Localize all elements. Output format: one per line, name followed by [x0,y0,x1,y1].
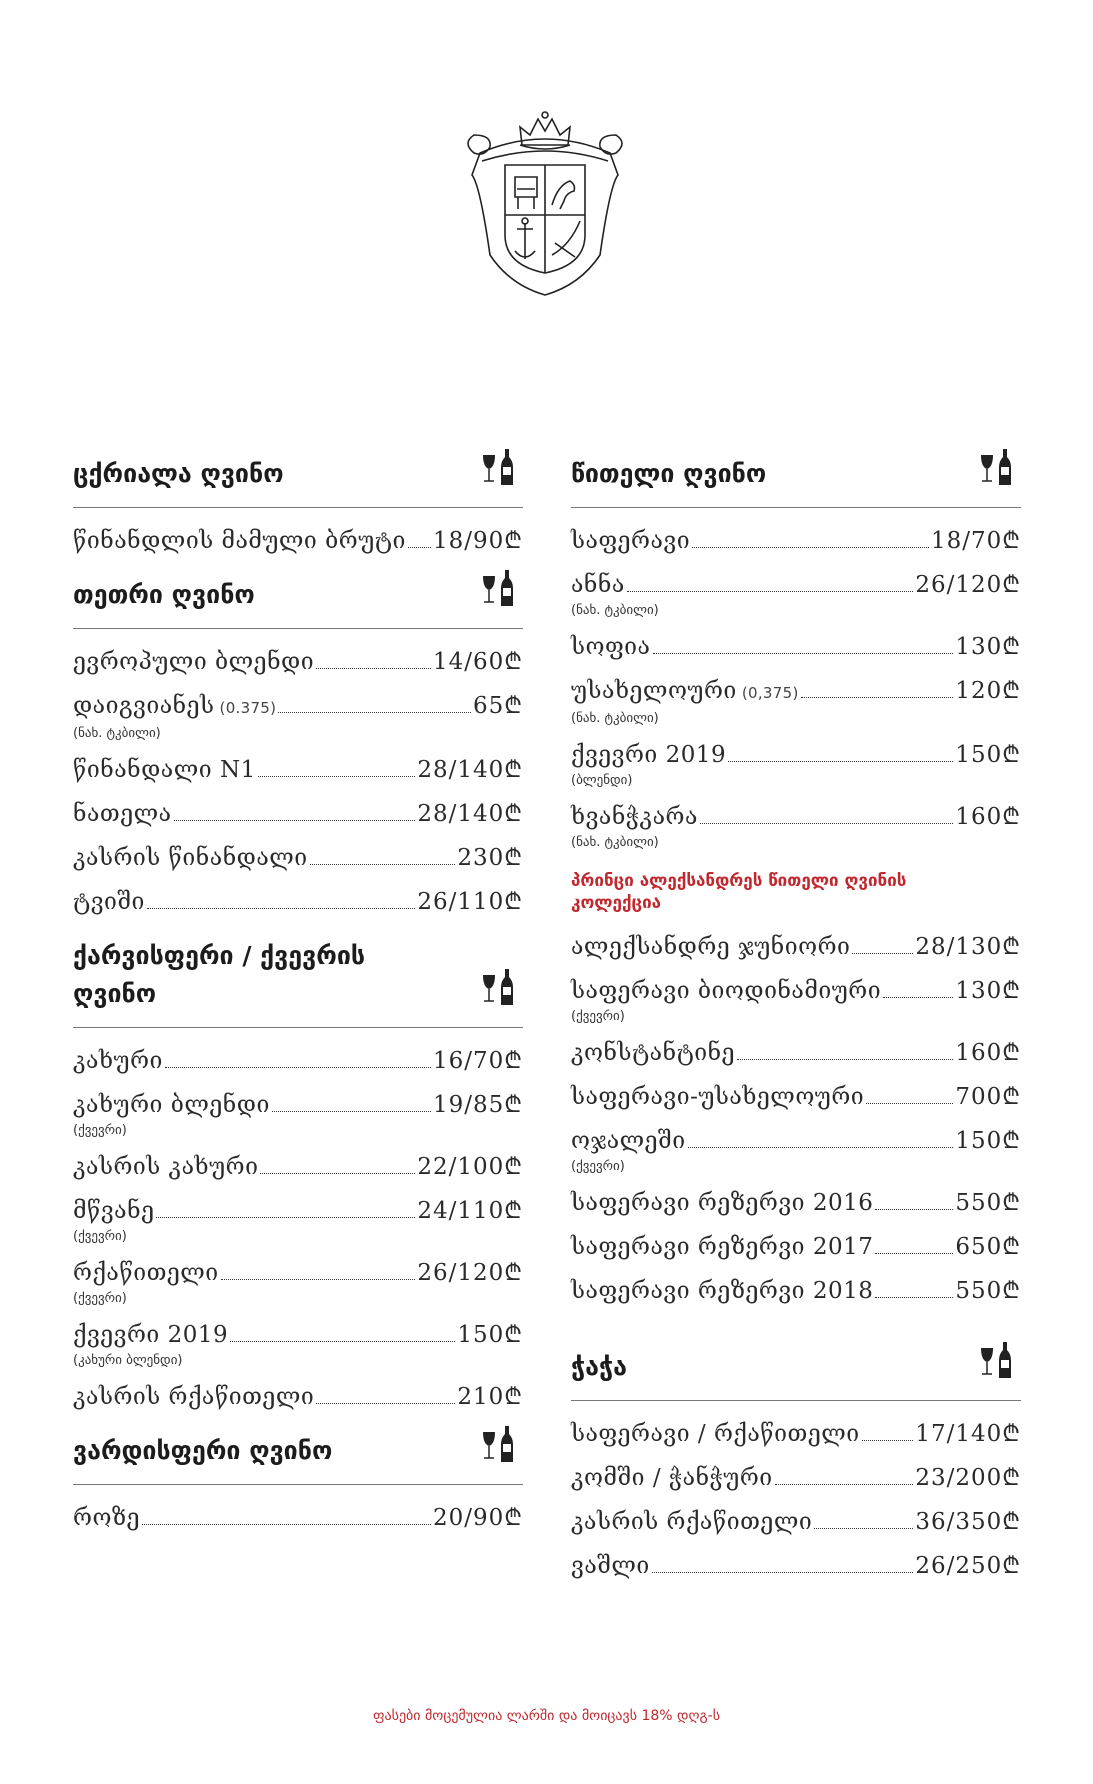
menu-section [73,937,523,1412]
item-price: 700₾ [955,1084,1021,1110]
item-price: 17/140₾ [915,1421,1021,1447]
menu-section [73,1432,523,1533]
item-name-text: საფერავი რეზერვი 2018 [571,1278,874,1304]
right-column [571,455,1021,1601]
item-price: 18/90₾ [432,528,523,554]
item-price: 28/130₾ [915,934,1021,960]
dot-leader [627,591,914,592]
item-note: (ქვევრი) [571,1159,625,1174]
menu-item [571,676,1021,726]
item-price: 28/140₾ [417,801,523,827]
item-name-text: სოფია [571,634,651,660]
item-name-text: კასრის რქაწითელი [571,1509,813,1535]
item-price: 650₾ [955,1234,1021,1260]
item-price: 65₾ [473,693,523,719]
dot-leader [852,953,913,954]
item-name [571,1188,873,1218]
dot-leader [272,1111,431,1112]
item-name [73,1046,163,1076]
item-name [571,1126,686,1156]
item-price: 26/120₾ [915,572,1021,598]
section-header [571,455,1021,508]
item-name-text: ხვანჭკარა [571,804,698,830]
menu-item [73,1382,523,1412]
item-note: (ნახ. ტკბილი) [571,603,659,618]
item-name-text: წინანდალი N1 [73,757,256,783]
menu-item [73,1503,523,1533]
item-name-text: ვაშლი [571,1553,650,1579]
dot-leader [875,1209,953,1210]
menu-item [571,570,1021,618]
item-price: 120₾ [955,678,1021,704]
dot-leader [230,1341,455,1342]
item-note: (ნახ. ტკბილი) [73,726,161,741]
dot-leader [883,997,953,998]
item-name-text: კასრის წინანდალი [73,845,308,871]
dot-leader [875,1297,953,1298]
menu-item [73,1320,523,1368]
item-volume: (0.375) [214,699,277,717]
item-name [73,799,172,829]
menu-item [571,932,1021,962]
item-name [571,1507,812,1537]
dot-leader [814,1528,913,1529]
dot-leader [147,908,415,909]
dot-leader [310,864,456,865]
menu-item [571,976,1021,1024]
item-name-text: კომში / ჭანჭური [571,1465,773,1491]
menu-section [571,1348,1021,1581]
menu-section [571,455,1021,850]
item-note: (ქვევრი) [73,1123,127,1138]
menu-item [571,632,1021,662]
item-price: 160₾ [955,804,1021,830]
item-note: (ქვევრი) [73,1229,127,1244]
menu-item [73,647,523,677]
menu-item [571,1126,1021,1174]
item-name-text: საფერავი / რქაწითელი [571,1421,860,1447]
crest-logo [460,105,630,305]
section-title: ქარვისფერი / ქვევრის ღვინო [73,941,366,1008]
item-name-text: როზე [73,1505,141,1531]
item-price: 28/140₾ [417,757,523,783]
item-name [73,647,314,677]
item-name [73,1090,270,1120]
menu-item [73,887,523,917]
item-name-text: ოჯალეში [571,1128,686,1154]
dot-leader [652,1572,914,1573]
item-price: 150₾ [955,1128,1021,1154]
item-name [571,570,625,600]
dot-leader [875,1253,953,1254]
item-name [73,1503,140,1533]
item-price: 550₾ [955,1190,1021,1216]
item-price: 160₾ [955,1040,1021,1066]
item-name [73,1258,219,1288]
dot-leader [801,697,954,698]
item-price: 20/90₾ [432,1505,523,1531]
item-name [571,526,690,556]
menu-item [571,1188,1021,1218]
menu-item [571,1232,1021,1262]
menu-item [571,1507,1021,1537]
item-name-text: ანნა [571,572,625,598]
item-price: 130₾ [955,634,1021,660]
item-price: 230₾ [457,845,523,871]
item-price: 23/200₾ [915,1465,1021,1491]
item-name-text: კახური [73,1048,163,1074]
dot-leader [316,1403,455,1404]
item-name [571,1232,873,1262]
item-name [73,1320,228,1350]
item-name [73,755,256,785]
menu-item [73,843,523,873]
wine-glass-bottle-icon [979,447,1017,487]
item-name [73,691,276,723]
item-name [571,740,726,770]
section-header [571,1348,1021,1401]
section-header [73,1432,523,1485]
item-name-text: საფერავი-უსახელოური [571,1084,865,1110]
item-note: (ქვევრი) [571,1009,625,1024]
dot-leader [278,712,471,713]
menu-item [73,755,523,785]
section-title: თეთრი ღვინო [73,580,255,609]
menu-item [571,1082,1021,1112]
item-name [73,887,145,917]
item-price: 14/60₾ [432,649,523,675]
item-name [571,932,850,962]
item-price: 22/100₾ [417,1154,523,1180]
dot-leader [221,1279,416,1280]
item-note: (ბლენდი) [571,773,633,788]
left-column [73,455,523,1553]
item-price: 150₾ [955,742,1021,768]
dot-leader [316,668,431,669]
wine-glass-bottle-icon [481,1424,519,1464]
item-name-text: ევროპული ბლენდი [73,649,315,675]
dot-leader [775,1484,914,1485]
item-name [73,1152,258,1182]
item-name-text: რქაწითელი [73,1260,219,1286]
item-price: 26/110₾ [417,889,523,915]
item-price: 26/250₾ [915,1553,1021,1579]
dot-leader [260,1173,415,1174]
item-name-text: ნათელა [73,801,172,827]
item-price: 26/120₾ [417,1260,523,1286]
dot-leader [653,653,954,654]
item-name [73,526,406,556]
item-price: 18/70₾ [930,528,1021,554]
dot-leader [408,547,431,548]
item-name-text: ქვევრი 2019 [571,742,727,768]
menu-item [73,526,523,556]
item-name-text: საფერავი რეზერვი 2016 [571,1190,874,1216]
item-name [571,676,799,708]
collection-title: პრინცი ალექსანდრეს წითელი ღვინის კოლექცია [571,871,907,913]
menu-section [73,455,523,556]
menu-section [73,576,523,917]
item-name-text: ალექსანდრე ჯუნიორი [571,934,851,960]
wine-glass-bottle-icon [481,967,519,1007]
menu-item [571,740,1021,788]
item-name [571,1463,773,1493]
menu-item [571,1551,1021,1581]
dot-leader [862,1440,914,1441]
menu-item [73,1046,523,1076]
menu-item [73,691,523,741]
section-header [73,455,523,508]
dot-leader [728,761,953,762]
item-name [571,1082,864,1112]
section-title: ცქრიალა ღვინო [73,459,284,488]
item-name-text: ტვიში [73,889,145,915]
item-name [571,1419,860,1449]
dot-leader [142,1524,431,1525]
item-name-text: დაიგვიანეს [73,693,215,719]
item-name [571,1276,873,1306]
section-title: წითელი ღვინო [571,459,767,488]
menu-item [73,1152,523,1182]
dot-leader [737,1059,953,1060]
item-price: 16/70₾ [432,1048,523,1074]
item-price: 130₾ [955,978,1021,1004]
item-name [73,1196,154,1226]
dot-leader [688,1147,954,1148]
item-name-text: კასრის კახური [73,1154,259,1180]
menu-item [571,1419,1021,1449]
menu-item [571,802,1021,850]
item-note: (ნახ. ტკბილი) [571,711,659,726]
item-name-text: საფერავი ბიოდინამიური [571,978,882,1004]
menu-item [73,1196,523,1244]
menu-item [571,1276,1021,1306]
item-name [571,976,881,1006]
item-price: 19/85₾ [432,1092,523,1118]
item-name [571,632,651,662]
item-name-text: კონსტანტინე [571,1040,736,1066]
dot-leader [174,820,416,821]
item-price: 210₾ [457,1384,523,1410]
section-header [73,937,523,1028]
footer-note: ფასები მოცემულია ლარში და მოიცავს 18% დღგ-ს [372,1708,721,1724]
item-name [73,843,308,873]
menu-item [571,1463,1021,1493]
section-header [73,576,523,629]
item-name [571,802,698,832]
item-name-text: ქვევრი 2019 [73,1322,229,1348]
item-price: 36/350₾ [915,1509,1021,1535]
section-title: ჭაჭა [571,1352,627,1381]
item-price: 24/110₾ [417,1198,523,1224]
item-name-text: წინანდლის მამული ბრუტი [73,528,406,554]
menu-item [571,526,1021,556]
item-note: (ნახ. ტკბილი) [571,835,659,850]
item-name-text: უსახელოური [571,678,737,704]
wine-glass-bottle-icon [979,1340,1017,1380]
item-volume: (0,375) [736,684,799,702]
item-price: 150₾ [457,1322,523,1348]
item-note: (ქვევრი) [73,1291,127,1306]
item-name [73,1382,314,1412]
item-name [571,1551,650,1581]
menu-item [73,1258,523,1306]
item-name-text: საფერავი [571,528,691,554]
menu-item [73,1090,523,1138]
dot-leader [156,1217,415,1218]
dot-leader [866,1103,953,1104]
dot-leader [165,1067,431,1068]
dot-leader [258,776,416,777]
item-name [571,1038,735,1068]
section-title: ვარდისფერი ღვინო [73,1436,333,1465]
item-price: 550₾ [955,1278,1021,1304]
item-name-text: მწვანე [73,1198,155,1224]
wine-glass-bottle-icon [481,447,519,487]
menu-item [73,799,523,829]
item-name-text: კახური ბლენდი [73,1092,270,1118]
item-name-text: საფერავი რეზერვი 2017 [571,1234,874,1260]
item-name-text: კასრის რქაწითელი [73,1384,315,1410]
dot-leader [692,547,929,548]
item-note: (კახური ბლენდი) [73,1353,183,1368]
dot-leader [700,823,953,824]
wine-glass-bottle-icon [481,568,519,608]
menu-item [571,1038,1021,1068]
